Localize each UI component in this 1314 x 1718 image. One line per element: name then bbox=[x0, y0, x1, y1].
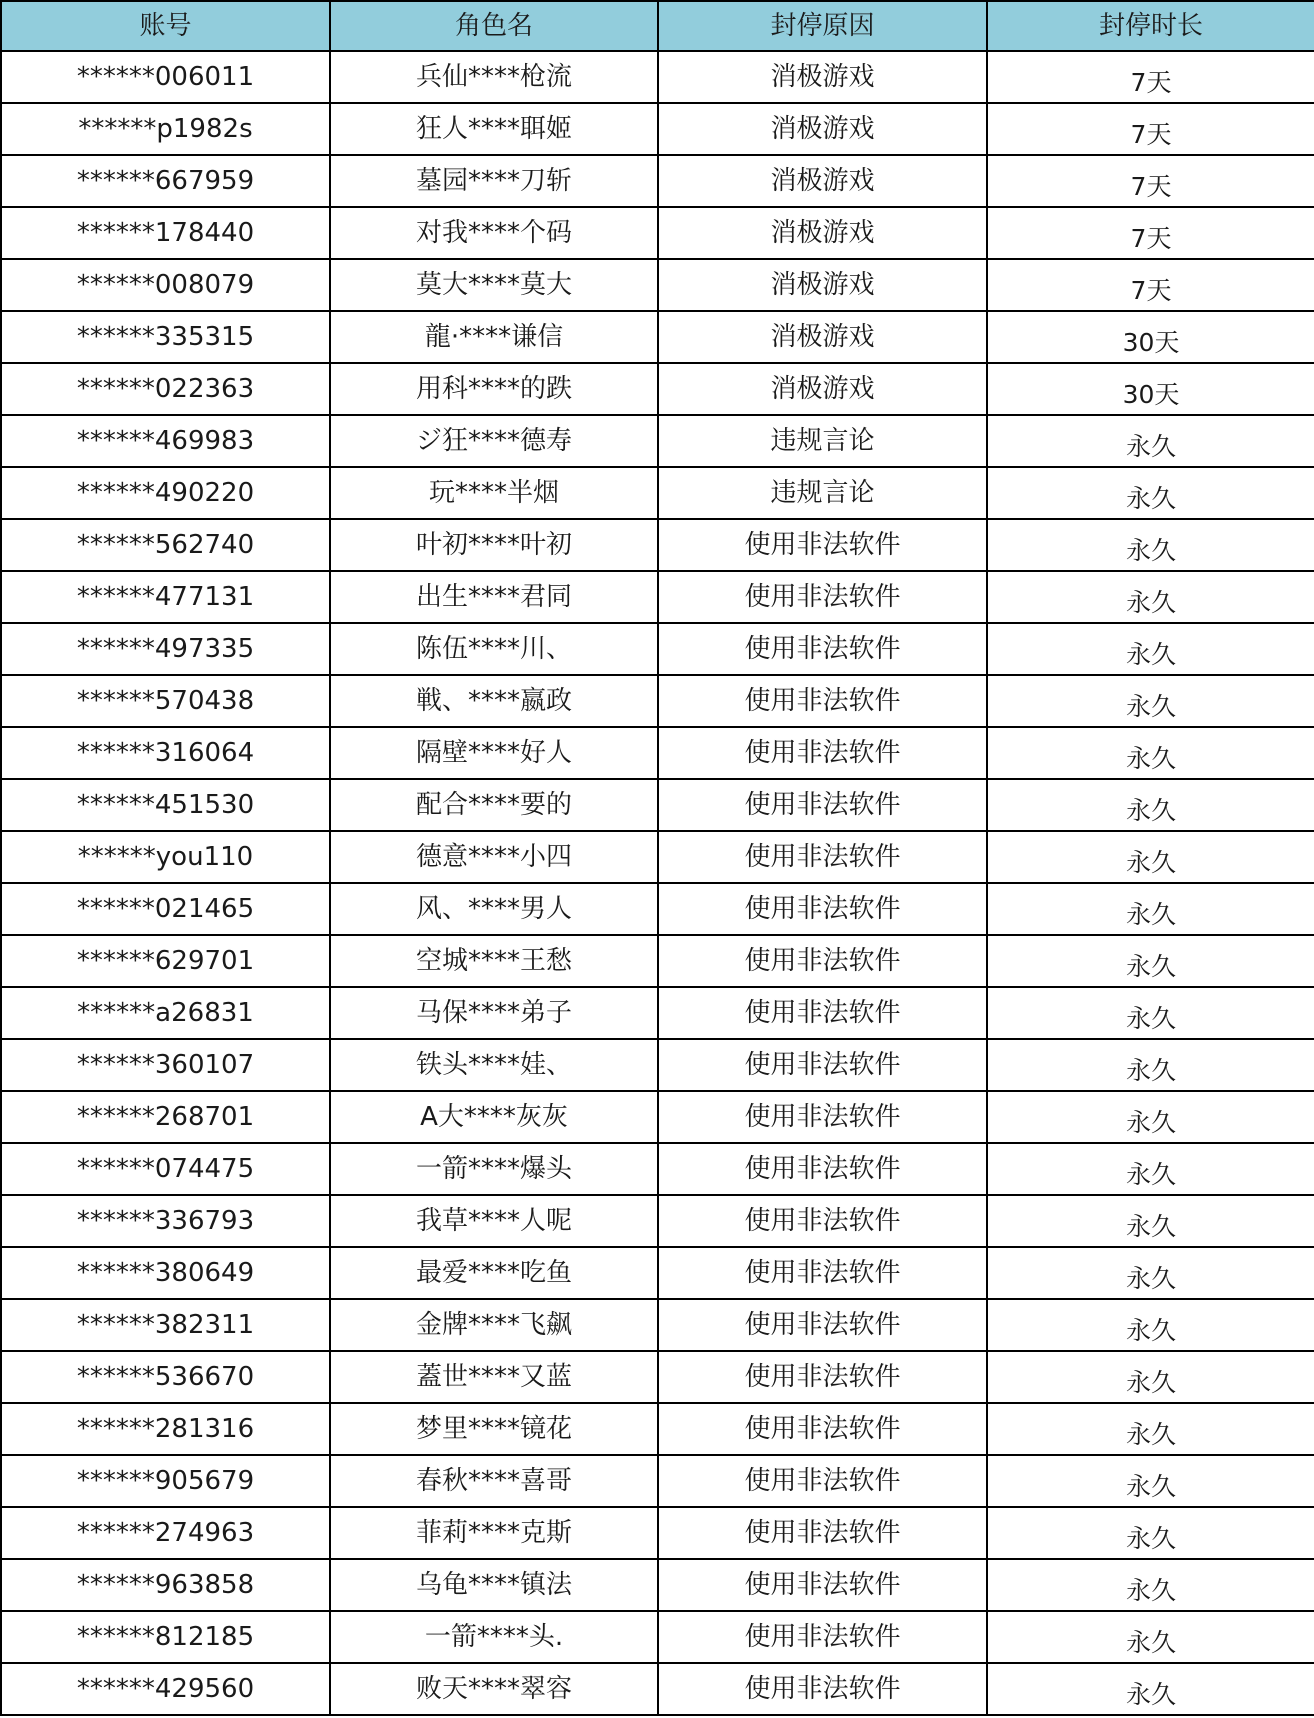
cell-ban-reason: 使用非法软件 bbox=[658, 571, 987, 623]
cell-role-name: 龍·****谦信 bbox=[330, 311, 658, 363]
table-row bbox=[1, 519, 1314, 571]
cell-account: ******497335 bbox=[1, 623, 330, 675]
cell-ban-reason: 使用非法软件 bbox=[658, 1247, 987, 1299]
cell-ban-duration: 永久 bbox=[987, 1507, 1314, 1559]
cell-account: ******021465 bbox=[1, 883, 330, 935]
cell-account: ******477131 bbox=[1, 571, 330, 623]
cell-ban-duration: 永久 bbox=[987, 467, 1314, 519]
cell-role-name: 德意****小四 bbox=[330, 831, 658, 883]
cell-role-name: 隔壁****好人 bbox=[330, 727, 658, 779]
cell-ban-duration: 永久 bbox=[987, 987, 1314, 1039]
header-account: 账号 bbox=[1, 1, 330, 51]
cell-ban-reason: 使用非法软件 bbox=[658, 1663, 987, 1715]
table-body bbox=[1, 51, 1314, 1715]
cell-account: ******451530 bbox=[1, 779, 330, 831]
cell-ban-reason: 使用非法软件 bbox=[658, 935, 987, 987]
cell-ban-duration: 永久 bbox=[987, 1663, 1314, 1715]
table-row bbox=[1, 987, 1314, 1039]
cell-role-name: 出生****君同 bbox=[330, 571, 658, 623]
cell-ban-reason: 违规言论 bbox=[658, 467, 987, 519]
table-header bbox=[1, 1, 1314, 51]
cell-ban-duration: 永久 bbox=[987, 831, 1314, 883]
cell-account: ******you110 bbox=[1, 831, 330, 883]
cell-ban-duration: 永久 bbox=[987, 1091, 1314, 1143]
cell-account: ******360107 bbox=[1, 1039, 330, 1091]
cell-account: ******274963 bbox=[1, 1507, 330, 1559]
cell-ban-duration: 永久 bbox=[987, 1559, 1314, 1611]
table-row bbox=[1, 1247, 1314, 1299]
cell-ban-reason: 使用非法软件 bbox=[658, 779, 987, 831]
cell-role-name: 戦、****嬴政 bbox=[330, 675, 658, 727]
cell-role-name: 墓园****刀斩 bbox=[330, 155, 658, 207]
table-row bbox=[1, 363, 1314, 415]
cell-ban-reason: 使用非法软件 bbox=[658, 1039, 987, 1091]
cell-account: ******570438 bbox=[1, 675, 330, 727]
cell-role-name: 狂人****聑姬 bbox=[330, 103, 658, 155]
cell-role-name: 一箭****头. bbox=[330, 1611, 658, 1663]
cell-role-name: 败天****翠容 bbox=[330, 1663, 658, 1715]
cell-role-name: 梦里****镜花 bbox=[330, 1403, 658, 1455]
table-row bbox=[1, 1455, 1314, 1507]
cell-account: ******335315 bbox=[1, 311, 330, 363]
cell-ban-reason: 消极游戏 bbox=[658, 207, 987, 259]
cell-account: ******074475 bbox=[1, 1143, 330, 1195]
table-row bbox=[1, 51, 1314, 103]
cell-role-name: 蓋世****又蓝 bbox=[330, 1351, 658, 1403]
table-row bbox=[1, 883, 1314, 935]
cell-account: ******178440 bbox=[1, 207, 330, 259]
cell-account: ******490220 bbox=[1, 467, 330, 519]
cell-role-name: 对我****个码 bbox=[330, 207, 658, 259]
header-ban-duration: 封停时长 bbox=[987, 1, 1314, 51]
cell-ban-reason: 使用非法软件 bbox=[658, 831, 987, 883]
cell-role-name: 最爱****吃鱼 bbox=[330, 1247, 658, 1299]
cell-ban-duration: 永久 bbox=[987, 1143, 1314, 1195]
table-row bbox=[1, 623, 1314, 675]
cell-account: ******316064 bbox=[1, 727, 330, 779]
cell-ban-duration: 永久 bbox=[987, 1403, 1314, 1455]
cell-account: ******469983 bbox=[1, 415, 330, 467]
cell-account: ******a26831 bbox=[1, 987, 330, 1039]
cell-account: ******382311 bbox=[1, 1299, 330, 1351]
cell-ban-duration: 永久 bbox=[987, 1611, 1314, 1663]
cell-role-name: 莫大****莫大 bbox=[330, 259, 658, 311]
cell-ban-duration: 永久 bbox=[987, 1455, 1314, 1507]
table-row bbox=[1, 779, 1314, 831]
cell-role-name: 乌龟****镇法 bbox=[330, 1559, 658, 1611]
cell-ban-reason: 消极游戏 bbox=[658, 363, 987, 415]
cell-account: ******562740 bbox=[1, 519, 330, 571]
cell-ban-duration: 永久 bbox=[987, 1351, 1314, 1403]
cell-ban-duration: 30天 bbox=[987, 363, 1314, 415]
table-row bbox=[1, 571, 1314, 623]
table-row bbox=[1, 155, 1314, 207]
cell-ban-duration: 永久 bbox=[987, 1195, 1314, 1247]
cell-ban-reason: 使用非法软件 bbox=[658, 1559, 987, 1611]
cell-ban-duration: 7天 bbox=[987, 207, 1314, 259]
header-role-name: 角色名 bbox=[330, 1, 658, 51]
cell-ban-duration: 7天 bbox=[987, 259, 1314, 311]
cell-ban-duration: 永久 bbox=[987, 935, 1314, 987]
cell-account: ******268701 bbox=[1, 1091, 330, 1143]
table-row bbox=[1, 103, 1314, 155]
table-row bbox=[1, 1611, 1314, 1663]
cell-role-name: ジ狂****德寿 bbox=[330, 415, 658, 467]
cell-ban-reason: 使用非法软件 bbox=[658, 987, 987, 1039]
cell-ban-duration: 永久 bbox=[987, 675, 1314, 727]
cell-ban-reason: 使用非法软件 bbox=[658, 1351, 987, 1403]
cell-role-name: 陈伍****川、 bbox=[330, 623, 658, 675]
cell-ban-reason: 使用非法软件 bbox=[658, 1143, 987, 1195]
cell-role-name: 我草****人呢 bbox=[330, 1195, 658, 1247]
cell-ban-duration: 永久 bbox=[987, 571, 1314, 623]
cell-ban-reason: 消极游戏 bbox=[658, 311, 987, 363]
header-row bbox=[1, 1, 1314, 51]
cell-role-name: 空城****王愁 bbox=[330, 935, 658, 987]
cell-ban-reason: 消极游戏 bbox=[658, 103, 987, 155]
cell-role-name: 配合****要的 bbox=[330, 779, 658, 831]
table-row bbox=[1, 727, 1314, 779]
cell-role-name: 菲莉****克斯 bbox=[330, 1507, 658, 1559]
table-row bbox=[1, 935, 1314, 987]
cell-ban-duration: 永久 bbox=[987, 883, 1314, 935]
cell-ban-duration: 永久 bbox=[987, 415, 1314, 467]
cell-role-name: 兵仙****枪流 bbox=[330, 51, 658, 103]
cell-role-name: A大****灰灰 bbox=[330, 1091, 658, 1143]
cell-ban-duration: 永久 bbox=[987, 1299, 1314, 1351]
cell-role-name: 一箭****爆头 bbox=[330, 1143, 658, 1195]
cell-ban-duration: 7天 bbox=[987, 155, 1314, 207]
cell-ban-reason: 使用非法软件 bbox=[658, 1195, 987, 1247]
cell-ban-reason: 使用非法软件 bbox=[658, 623, 987, 675]
cell-ban-reason: 使用非法软件 bbox=[658, 675, 987, 727]
cell-ban-reason: 使用非法软件 bbox=[658, 727, 987, 779]
cell-account: ******336793 bbox=[1, 1195, 330, 1247]
cell-role-name: 玩****半烟 bbox=[330, 467, 658, 519]
cell-account: ******006011 bbox=[1, 51, 330, 103]
cell-role-name: 金牌****飞飙 bbox=[330, 1299, 658, 1351]
cell-account: ******963858 bbox=[1, 1559, 330, 1611]
cell-ban-reason: 消极游戏 bbox=[658, 51, 987, 103]
cell-account: ******429560 bbox=[1, 1663, 330, 1715]
cell-ban-duration: 永久 bbox=[987, 727, 1314, 779]
cell-ban-reason: 使用非法软件 bbox=[658, 1611, 987, 1663]
cell-ban-reason: 使用非法软件 bbox=[658, 1455, 987, 1507]
cell-ban-reason: 使用非法软件 bbox=[658, 1403, 987, 1455]
cell-account: ******380649 bbox=[1, 1247, 330, 1299]
cell-role-name: 风、****男人 bbox=[330, 883, 658, 935]
cell-ban-duration: 7天 bbox=[987, 51, 1314, 103]
cell-role-name: 用科****的跌 bbox=[330, 363, 658, 415]
cell-ban-duration: 永久 bbox=[987, 519, 1314, 571]
cell-account: ******812185 bbox=[1, 1611, 330, 1663]
cell-account: ******536670 bbox=[1, 1351, 330, 1403]
cell-account: ******p1982s bbox=[1, 103, 330, 155]
cell-ban-duration: 30天 bbox=[987, 311, 1314, 363]
header-ban-reason: 封停原因 bbox=[658, 1, 987, 51]
cell-account: ******905679 bbox=[1, 1455, 330, 1507]
cell-ban-reason: 违规言论 bbox=[658, 415, 987, 467]
cell-ban-reason: 使用非法软件 bbox=[658, 883, 987, 935]
cell-ban-duration: 永久 bbox=[987, 1039, 1314, 1091]
cell-ban-reason: 消极游戏 bbox=[658, 259, 987, 311]
table-row bbox=[1, 1143, 1314, 1195]
table-row bbox=[1, 831, 1314, 883]
table-row bbox=[1, 1299, 1314, 1351]
table-row bbox=[1, 1039, 1314, 1091]
cell-role-name: 铁头****娃、 bbox=[330, 1039, 658, 1091]
table-row bbox=[1, 1507, 1314, 1559]
cell-role-name: 春秋****喜哥 bbox=[330, 1455, 658, 1507]
table-row bbox=[1, 1351, 1314, 1403]
cell-ban-reason: 消极游戏 bbox=[658, 155, 987, 207]
table-row bbox=[1, 207, 1314, 259]
cell-role-name: 马保****弟子 bbox=[330, 987, 658, 1039]
cell-ban-duration: 永久 bbox=[987, 1247, 1314, 1299]
cell-account: ******022363 bbox=[1, 363, 330, 415]
table-row bbox=[1, 1663, 1314, 1715]
table-row bbox=[1, 1091, 1314, 1143]
table-row bbox=[1, 1403, 1314, 1455]
cell-ban-duration: 永久 bbox=[987, 779, 1314, 831]
cell-account: ******667959 bbox=[1, 155, 330, 207]
cell-ban-reason: 使用非法软件 bbox=[658, 1507, 987, 1559]
table-row bbox=[1, 259, 1314, 311]
table-row bbox=[1, 415, 1314, 467]
cell-ban-duration: 永久 bbox=[987, 623, 1314, 675]
cell-account: ******281316 bbox=[1, 1403, 330, 1455]
cell-role-name: 叶初****叶初 bbox=[330, 519, 658, 571]
cell-account: ******629701 bbox=[1, 935, 330, 987]
cell-ban-duration: 7天 bbox=[987, 103, 1314, 155]
cell-ban-reason: 使用非法软件 bbox=[658, 519, 987, 571]
table-row bbox=[1, 675, 1314, 727]
cell-ban-reason: 使用非法软件 bbox=[658, 1299, 987, 1351]
table-row bbox=[1, 311, 1314, 363]
table-row bbox=[1, 1559, 1314, 1611]
cell-ban-reason: 使用非法软件 bbox=[658, 1091, 987, 1143]
cell-account: ******008079 bbox=[1, 259, 330, 311]
table-row bbox=[1, 1195, 1314, 1247]
table-row bbox=[1, 467, 1314, 519]
